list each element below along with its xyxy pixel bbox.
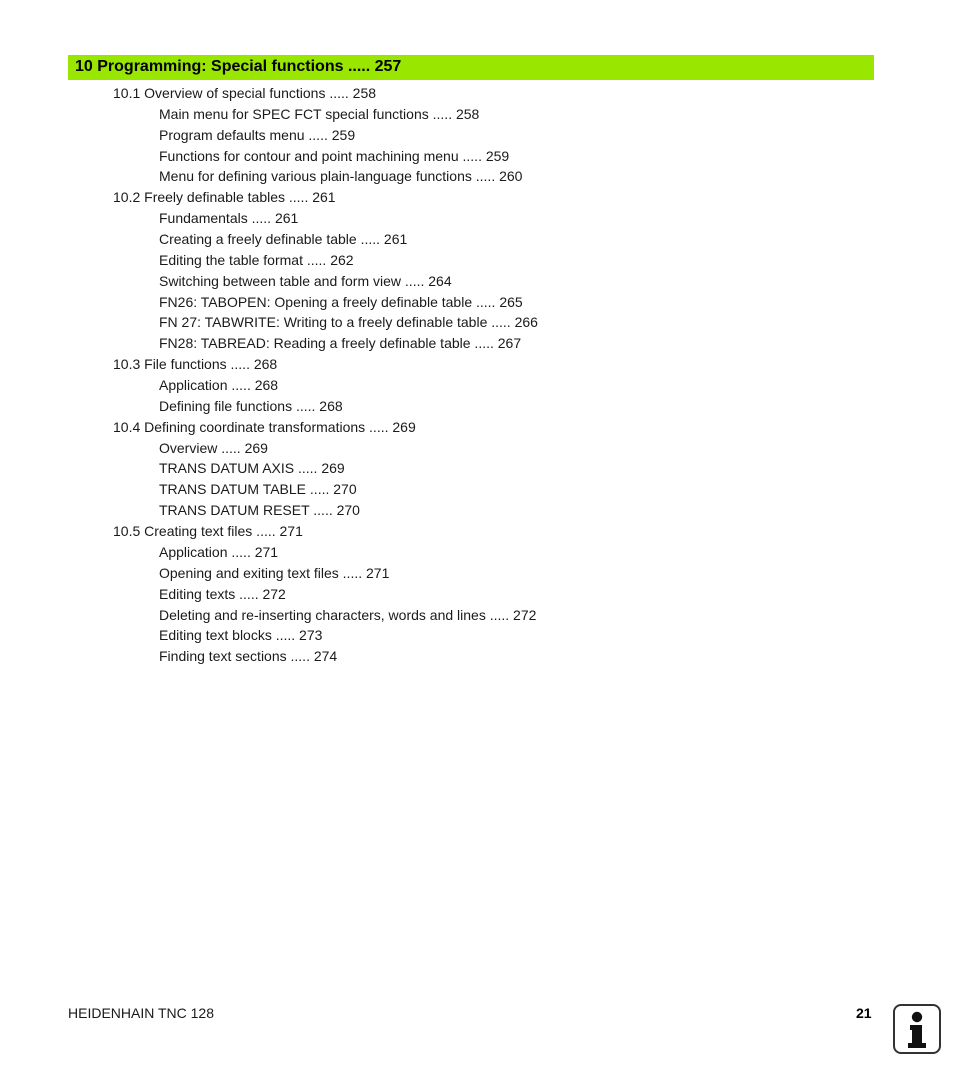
toc-subsection-entry[interactable]: TRANS DATUM TABLE ..... 270 (159, 481, 357, 498)
toc-section-entry[interactable]: 10.4 Defining coordinate transformations ..... 269 (113, 418, 416, 435)
toc-subsection-entry[interactable]: Defining file functions ..... 268 (159, 397, 343, 414)
toc-subsection-entry[interactable]: Editing the table format ..... 262 (159, 251, 354, 268)
toc-subsection-entry[interactable]: Deleting and re-inserting characters, words and lines ..... 272 (159, 606, 537, 623)
footer-product-name: HEIDENHAIN TNC 128 (68, 1005, 215, 1021)
toc-subsection-entry[interactable]: Finding text sections ..... 274 (159, 648, 338, 665)
toc-subsection-entry[interactable]: Editing texts ..... 272 (159, 585, 286, 602)
toc-section-entry[interactable]: 10.3 File functions ..... 268 (113, 356, 278, 373)
toc-subsection-entry[interactable]: Overview ..... 269 (159, 439, 268, 456)
toc-subsection-entry[interactable]: Menu for defining various plain-language functions ..... 260 (159, 168, 523, 185)
chapter-heading-bar (68, 55, 874, 80)
toc-section-entry[interactable]: 10.2 Freely definable tables ..... 261 (113, 189, 336, 206)
toc-subsection-entry[interactable]: FN26: TABOPEN: Opening a freely definable table ..... 265 (159, 293, 523, 310)
toc-subsection-entry[interactable]: FN28: TABREAD: Reading a freely definable table ..... 267 (159, 335, 522, 352)
toc-subsection-entry[interactable]: TRANS DATUM AXIS ..... 269 (159, 460, 345, 477)
toc-subsection-entry[interactable]: Switching between table and form view ..... 264 (159, 272, 452, 289)
toc-subsection-entry[interactable]: Creating a freely definable table ..... 261 (159, 231, 408, 248)
toc-subsection-entry[interactable]: FN 27: TABWRITE: Writing to a freely definable table ..... 266 (159, 314, 538, 331)
chapter-title[interactable]: 10 Programming: Special functions ..... 257 (75, 58, 402, 75)
toc-subsection-entry[interactable]: Application ..... 268 (159, 377, 279, 394)
toc-subsection-entry[interactable]: Application ..... 271 (159, 543, 279, 560)
toc-subsection-entry[interactable]: Functions for contour and point machining menu ..... 259 (159, 147, 510, 164)
toc-subsection-entry[interactable]: Program defaults menu ..... 259 (159, 126, 356, 143)
toc-subsection-entry[interactable]: TRANS DATUM RESET ..... 270 (159, 502, 360, 519)
toc-subsection-entry[interactable]: Fundamentals ..... 261 (159, 210, 299, 227)
info-icon (893, 1004, 941, 1054)
toc-subsection-entry[interactable]: Main menu for SPEC FCT special functions ..... 258 (159, 105, 480, 122)
page-number: 21 (856, 1005, 872, 1021)
toc-subsection-entry[interactable]: Opening and exiting text files ..... 271 (159, 564, 390, 581)
toc-section-entry[interactable]: 10.5 Creating text files ..... 271 (113, 523, 303, 540)
toc-section-entry[interactable]: 10.1 Overview of special functions ..... 258 (113, 85, 377, 101)
toc-subsection-entry[interactable]: Editing text blocks ..... 273 (159, 627, 323, 644)
